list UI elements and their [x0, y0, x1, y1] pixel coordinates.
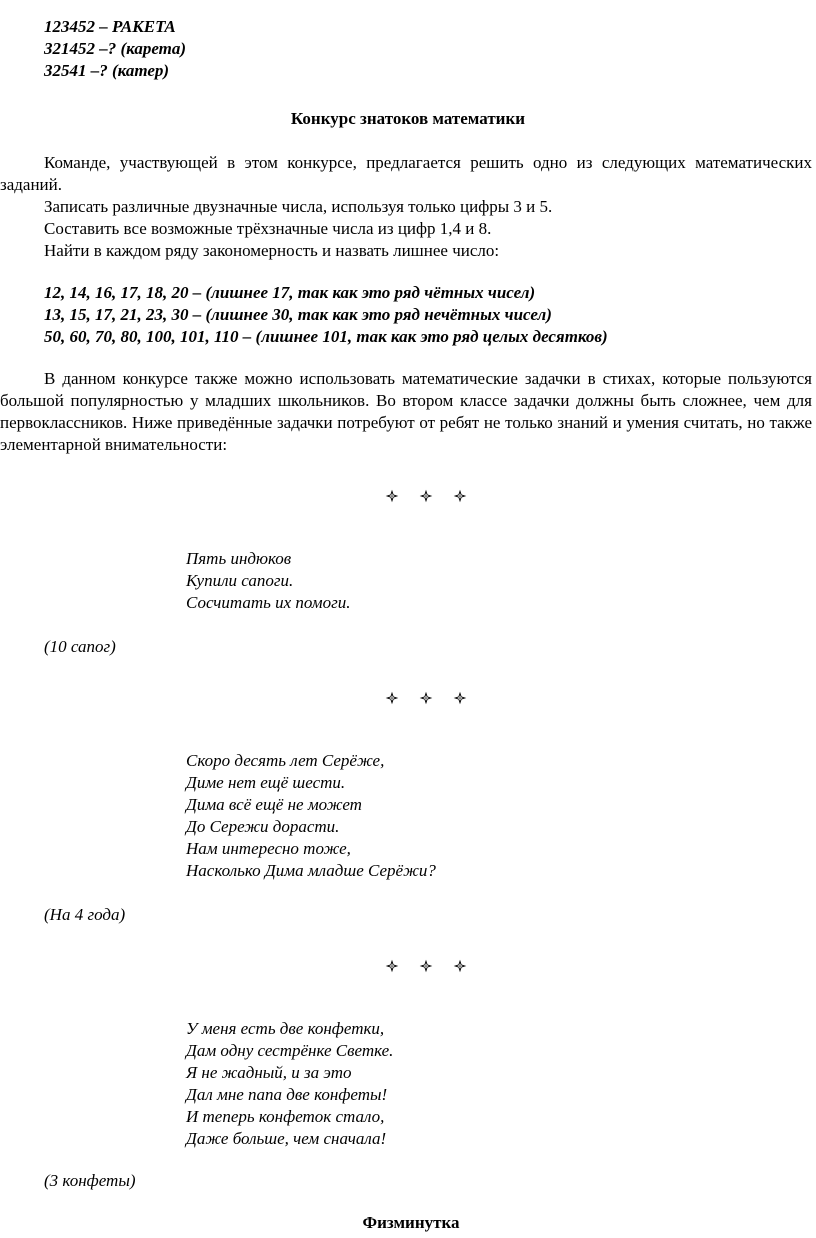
four-petal-diamond-icon [385, 691, 399, 705]
poems-intro-block [0, 368, 814, 456]
intro-paragraph: Команде, участвующей в этом конкурсе, предлагается решить одно из следующих математических заданий. [0, 153, 812, 194]
poem-1-line: Сосчитать их помоги. [186, 593, 351, 612]
four-petal-diamond-icon [419, 489, 433, 503]
four-petal-diamond-icon [419, 959, 433, 973]
code-line-1: 123452 – РАКЕТА [44, 17, 176, 36]
four-petal-diamond-icon [453, 489, 467, 503]
poem-3-line: Даже больше, чем сначала! [186, 1129, 387, 1148]
task-2: Составить все возможные трёхзначные числа из цифр 1,4 и 8. [44, 219, 492, 238]
poem-2-answer: (На 4 года) [44, 905, 126, 924]
poem-2-line: Диме нет ещё шести. [186, 773, 346, 792]
separator-3 [0, 954, 816, 976]
number-row-1: 12, 14, 16, 17, 18, 20 – (лишнее 17, так как это ряд чётных чисел) [44, 283, 536, 302]
poem-1-answer: (10 сапог) [44, 637, 116, 656]
poem-1 [186, 548, 786, 614]
poem-2-line: Дима всё ещё не может [186, 795, 362, 814]
header-codes [44, 16, 744, 82]
four-petal-diamond-icon [453, 691, 467, 705]
number-row-3: 50, 60, 70, 80, 100, 101, 110 – (лишнее 101, так как это ряд целых десятков) [44, 327, 608, 346]
poem-2-line: Нам интересно тоже, [186, 839, 351, 858]
poem-1-line: Пять индюков [186, 549, 292, 568]
poem-2-line: Насколько Дима младше Серёжи? [186, 861, 436, 880]
separator-2 [0, 686, 816, 708]
four-petal-diamond-icon [453, 959, 467, 973]
poem-3-answer: (3 конфеты) [44, 1171, 136, 1190]
task-1: Записать различные двузначные числа, используя только цифры 3 и 5. [44, 197, 553, 216]
number-rows [44, 282, 804, 348]
poems-paragraph: В данном конкурсе также можно использовать математические задачки в стихах, которые пользуются большой популярностью у младших школьников. Во втором классе задачки должны быть сложнее, чем для первоклассников. Ниже приведённые задачки потребуют от ребят не только знаний и умения считать, но также элементарной внимательности: [0, 369, 812, 454]
four-petal-diamond-icon [385, 959, 399, 973]
poem-2-line: До Сережи дорасти. [186, 817, 340, 836]
four-petal-diamond-icon [419, 691, 433, 705]
poem-3-line: Дал мне папа две конфеты! [186, 1085, 388, 1104]
poem-3-line: Дам одну сестрёнке Светке. [186, 1041, 394, 1060]
four-petal-diamond-icon [385, 489, 399, 503]
contest-title: Конкурс знатоков математики [290, 109, 526, 128]
intro-block [0, 152, 814, 262]
number-row-2: 13, 15, 17, 21, 23, 30 – (лишнее 30, так как это ряд нечётных чисел) [44, 305, 552, 324]
poem-3-line: У меня есть две конфетки, [186, 1019, 385, 1038]
poem-1-line: Купили сапоги. [186, 571, 294, 590]
code-line-2: 321452 –? (карета) [44, 39, 187, 58]
section-title: Физминутка [362, 1213, 460, 1232]
separator-1 [0, 484, 816, 506]
task-3: Найти в каждом ряду закономерность и назвать лишнее число: [44, 241, 500, 260]
poem-3 [186, 1018, 786, 1150]
code-line-3: 32541 –? (катер) [44, 61, 170, 80]
poem-2-line: Скоро десять лет Серёже, [186, 751, 385, 770]
poem-2 [186, 750, 786, 882]
poem-3-line: И теперь конфеток стало, [186, 1107, 385, 1126]
poem-3-line: Я не жадный, и за это [186, 1063, 352, 1082]
